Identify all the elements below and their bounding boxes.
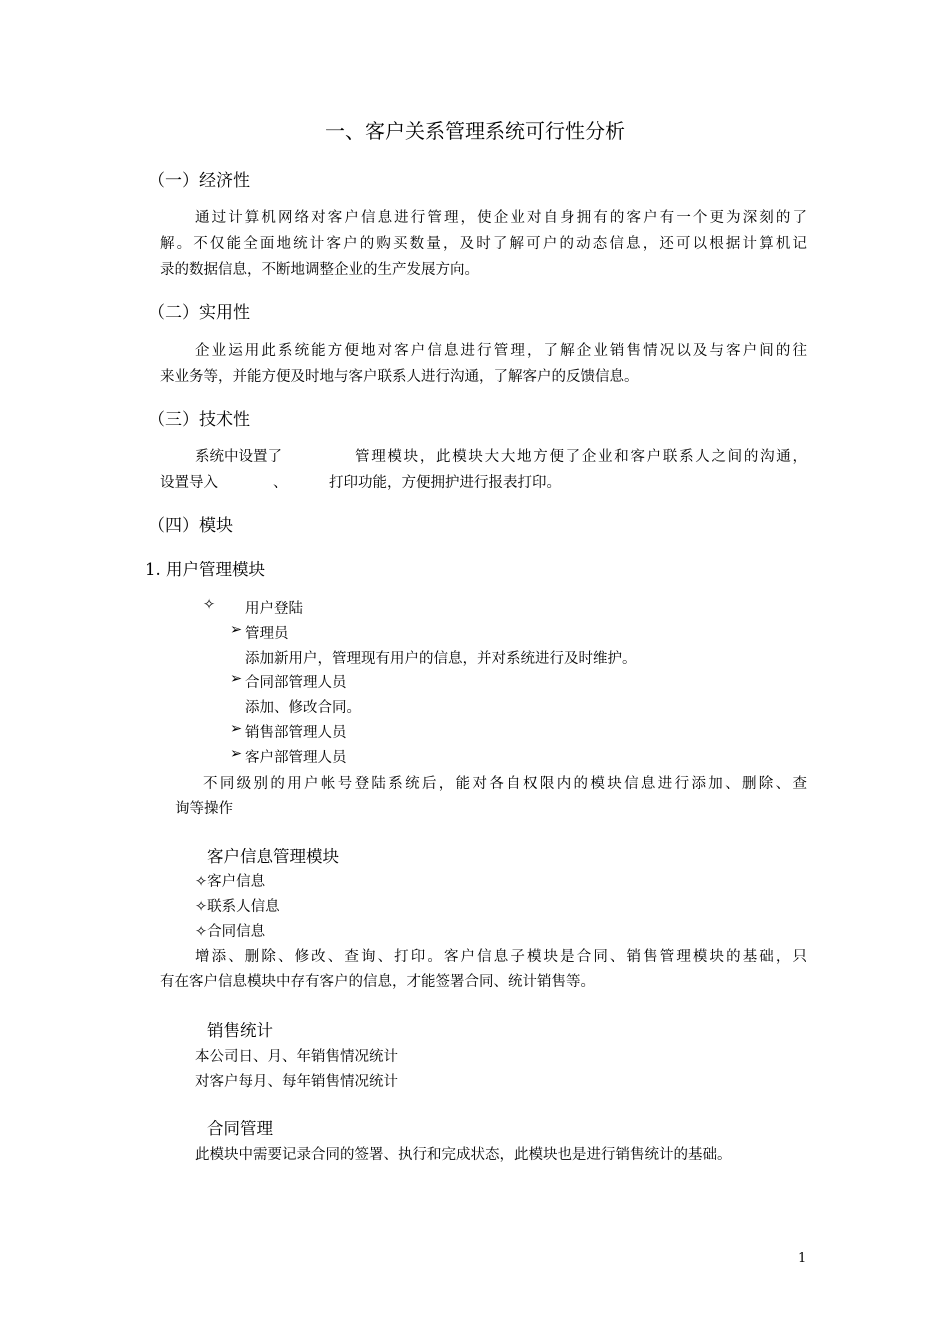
section-heading-modules: （四）模块 [148,516,233,536]
page-title: 一、客户关系管理系统可行性分析 [325,119,625,143]
section-heading-technical: （三）技术性 [148,410,250,430]
role-contract-manager: 合同部管理人员 [245,675,347,691]
page-number: 1 [798,1251,807,1266]
arrow-bullet-icon: ➢ [230,671,243,687]
arrow-bullet-icon: ➢ [230,622,243,638]
module-contract-desc: 此模块中需要记录合同的签署、执行和完成状态，此模块也是进行销售统计的基础。 [195,1147,732,1163]
economic-line-3: 录的数据信息，不断地调整企业的生产发展方向。 [160,262,479,278]
technical-line-2-part-b: 、 [273,475,288,491]
role-contract-manager-desc: 添加、修改合同。 [245,700,361,716]
role-admin: 管理员 [245,626,289,642]
diamond-bullet-icon: ✧ [203,597,216,613]
technical-line-1-part-a: 系统中设置了 [195,449,282,465]
role-sales-manager: 销售部管理人员 [245,725,347,741]
technical-line-2-part-c: 打印功能，方便拥护进行报表打印。 [329,475,561,491]
module-contract-heading: 合同管理 [207,1119,273,1138]
arrow-bullet-icon: ➢ [230,746,243,762]
sales-stats-line-2: 对客户每月、每年销售情况统计 [195,1074,398,1090]
sales-stats-line-1: 本公司日、月、年销售情况统计 [195,1049,398,1065]
economic-line-1: 通过计算机网络对客户信息进行管理，使企业对自身拥有的客户有一个更为深刻的了 [195,210,807,226]
module-user-heading: 1. 用户管理模块 [145,560,265,579]
module-user-summary-line-1: 不同级别的用户帐号登陆系统后，能对各自权限内的模块信息进行添加、删除、查 [203,776,807,792]
role-customer-manager: 客户部管理人员 [245,750,347,766]
practical-line-1: 企业运用此系统能方便地对客户信息进行管理，了解企业销售情况以及与客户间的往 [195,343,807,359]
contract-info-item: ✧合同信息 [195,924,266,940]
module-user-summary-line-2: 询等操作 [175,801,233,817]
contact-info-item: ✧联系人信息 [195,899,280,915]
section-heading-economic: （一）经济性 [148,171,250,191]
arrow-bullet-icon: ➢ [230,721,243,737]
user-login-label: 用户登陆 [245,601,303,617]
module-customer-info-heading: 客户信息管理模块 [207,847,339,866]
economic-line-2: 解。不仅能全面地统计客户的购买数量，及时了解可户的动态信息，还可以根据计算机记 [160,236,807,252]
module-customer-info-desc-line-2: 有在客户信息模块中存有客户的信息，才能签署合同、统计销售等。 [160,974,595,990]
customer-info-item: ✧客户信息 [195,874,266,890]
technical-line-2-part-a: 设置导入 [160,475,218,491]
practical-line-2: 来业务等，并能方便及时地与客户联系人进行沟通，了解客户的反馈信息。 [160,369,639,385]
section-heading-practical: （二）实用性 [148,303,250,323]
module-sales-stats-heading: 销售统计 [207,1021,273,1040]
role-admin-desc: 添加新用户，管理现有用户的信息，并对系统进行及时维护。 [245,651,637,667]
module-customer-info-desc-line-1: 增添、删除、修改、查询、打印。客户信息子模块是合同、销售管理模块的基础，只 [195,949,807,965]
technical-line-1-part-b: 管理模块，此模块大大地方便了企业和客户联系人之间的沟通， [355,449,807,465]
